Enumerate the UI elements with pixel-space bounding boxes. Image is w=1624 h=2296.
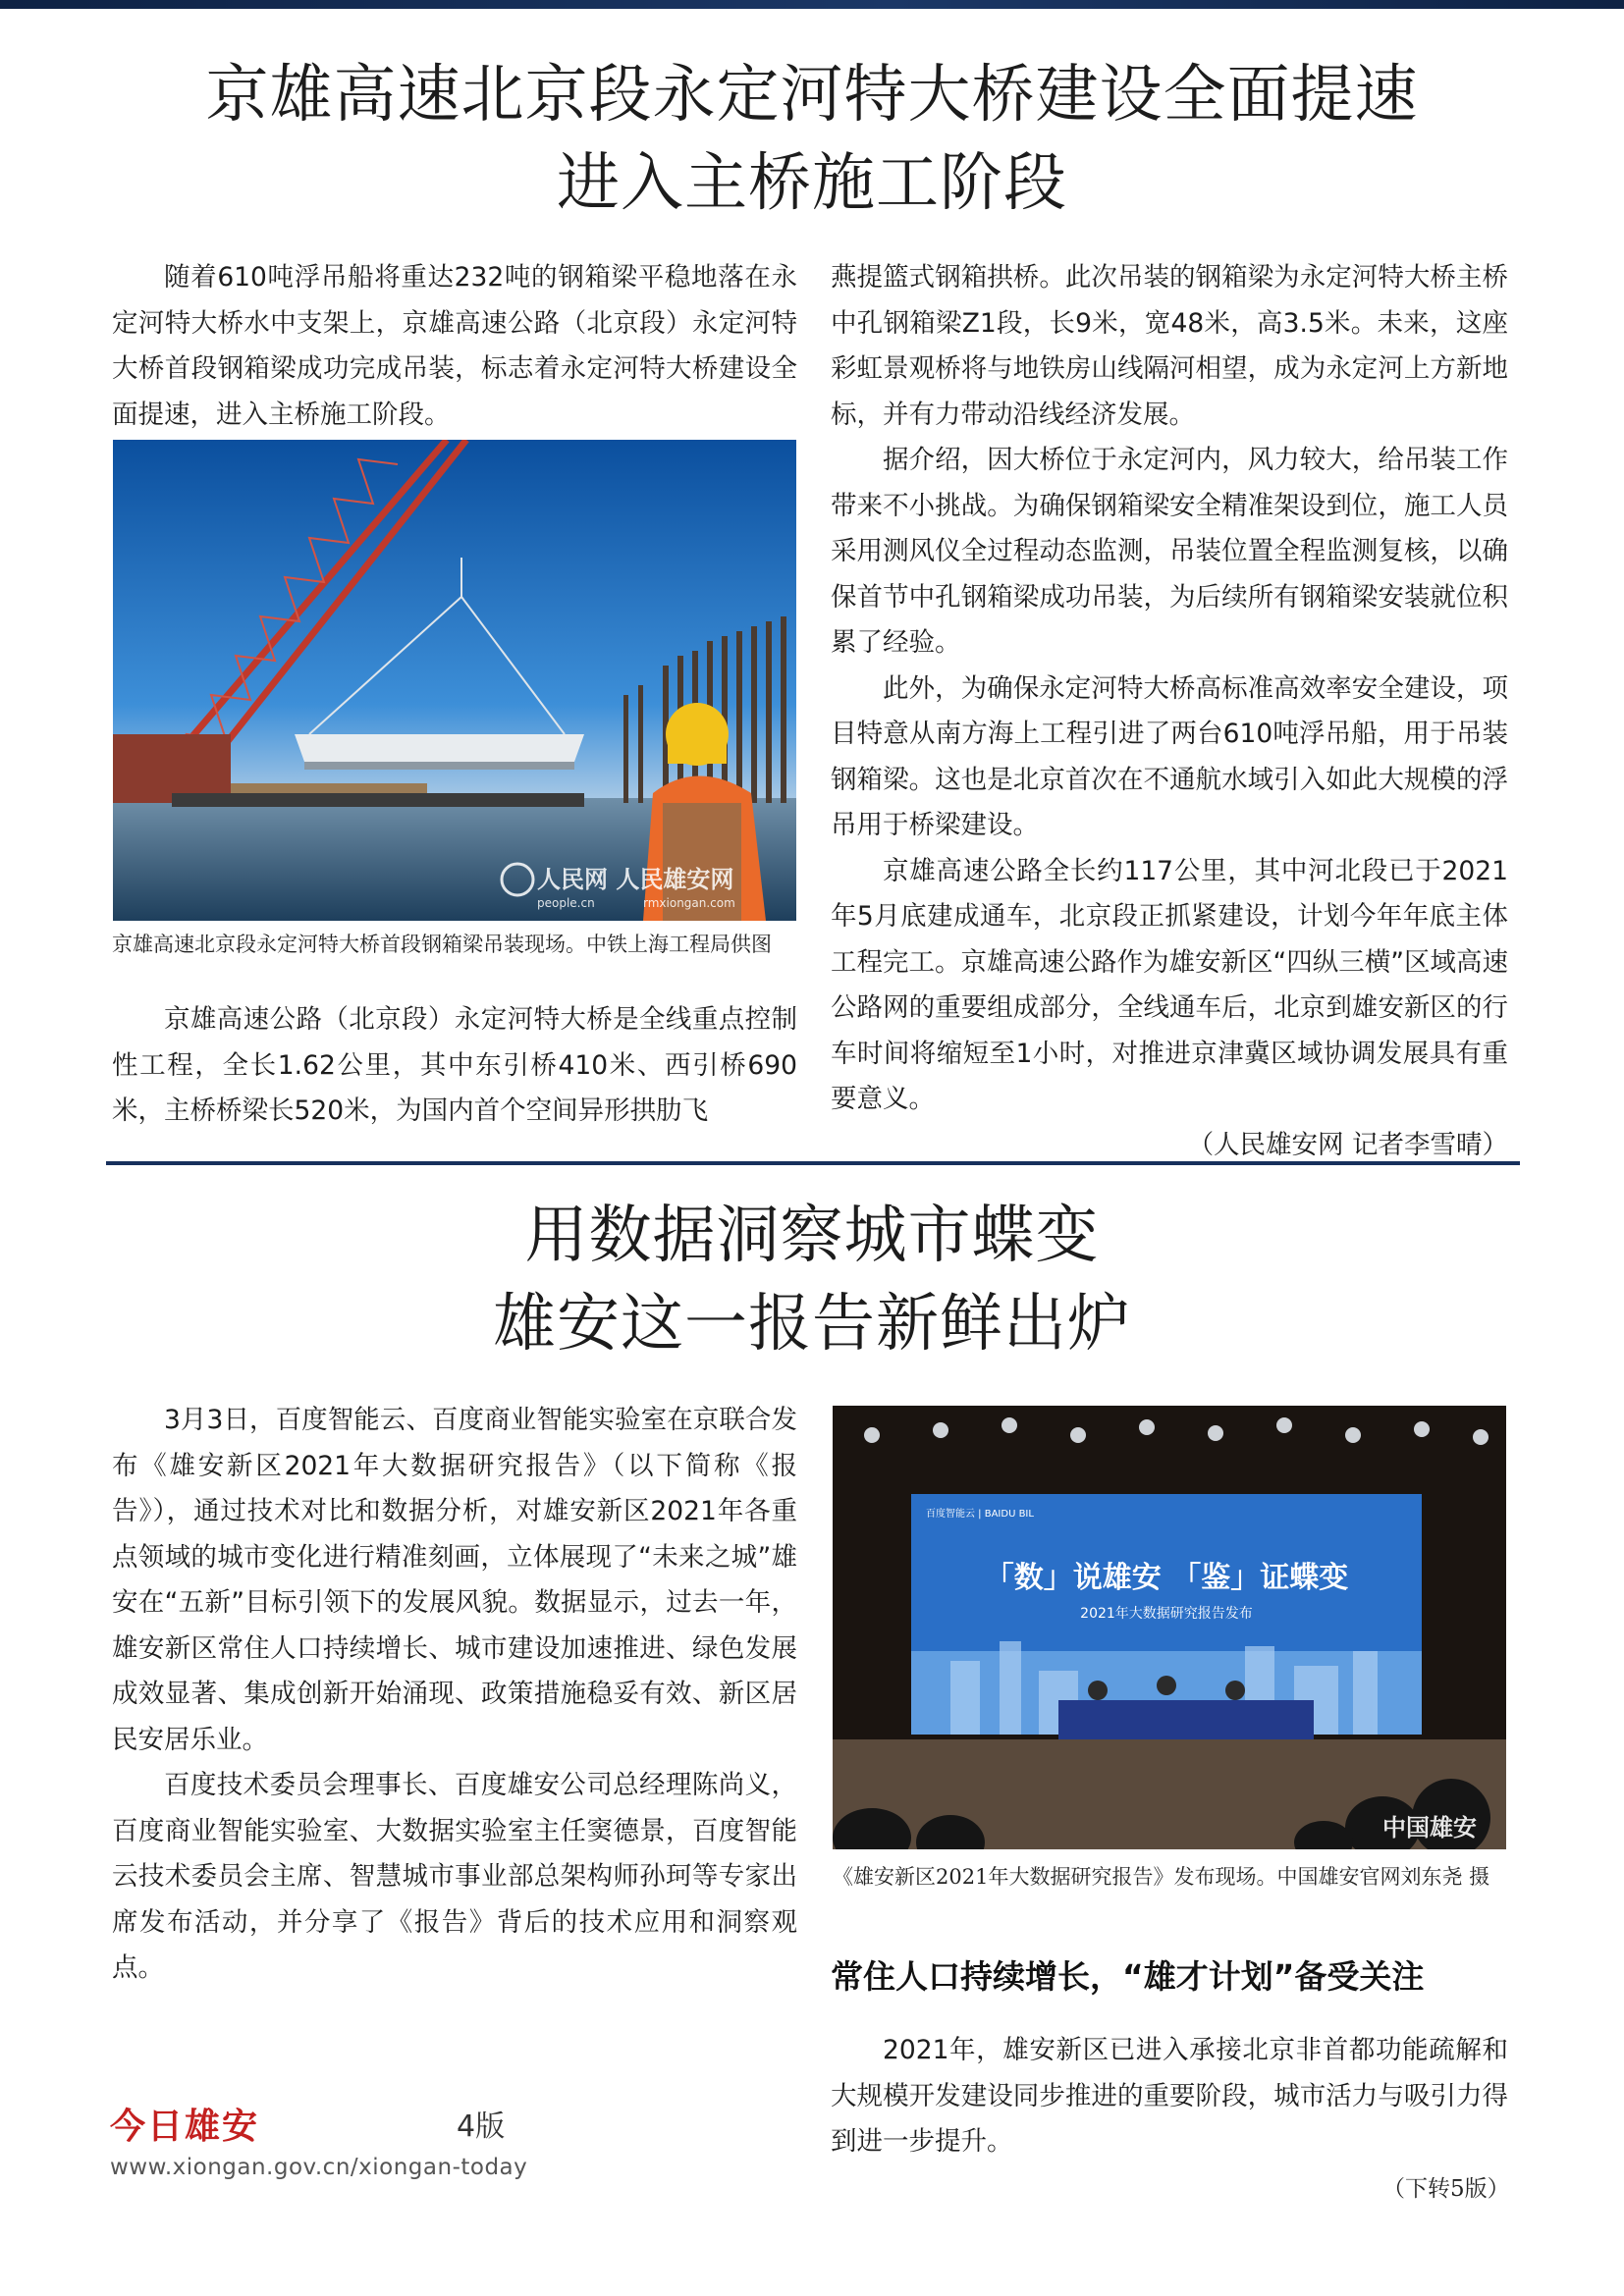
article2-paragraph: 2021年，雄安新区已进入承接北京非首都功能疏解和大规模开发建设同步推进的重要阶段，城市活力与吸引力得到进一步提升。 [831,2035,1508,2157]
article1-paragraph: 燕提篮式钢箱拱桥。此次吊装的钢箱梁为永定河特大桥主桥中孔钢箱梁Z1段，长9米，宽48米，高3.5米。未来，这座彩虹景观桥将与地铁房山线隔河相望，成为永定河上方新地标，并有力带动沿线经济发展。 [831,262,1508,430]
article2-right-column [831,2028,1508,2165]
article2-screen-logos: 百度智能云 | BAIDU BIL [926,1509,1034,1520]
article1-photo-watermark: 人民网 人民雄安网 [537,865,734,893]
article2-screen-subtitle: 2021年大数据研究报告发布 [1080,1606,1253,1622]
footer-page-number: 4版 [457,2109,506,2144]
footer-logo: 今日雄安 [110,2106,260,2147]
top-banner-bar [0,0,1624,9]
continued-notice: （下转5版） [1382,2176,1510,2202]
article2-paragraph: 百度技术委员会理事长、百度雄安公司总经理陈尚义，百度商业智能实验室、大数据实验室主任窦德景，百度智能云技术委员会主席、智慧城市事业部总架构师孙珂等专家出席发布活动，并分享了《报告》背后的技术应用和洞察观点。 [112,1770,797,1983]
article2-photo-caption: 《雄安新区2021年大数据研究报告》发布现场。中国雄安官网刘东尧 摄 [833,1865,1490,1889]
article2-left-column [112,1398,797,1992]
article1-paragraph: 京雄高速公路全长约117公里，其中河北段已于2021年5月底建成通车，北京段正抓紧建设，计划今年年底主体工程完工。京雄高速公路作为雄安新区“四纵三横”区域高速公路网的重要组成部分，全线通车后，北京到雄安新区的行车时间将缩短至1小时，对推进京津冀区域协调发展具有重要意义。 [831,855,1508,1114]
article1-right-column [831,255,1508,1168]
article1-paragraph: 京雄高速公路（北京段）永定河特大桥是全线重点控制性工程，全长1.62公里，其中东引桥410米、西引桥690米，主桥桥梁长520米，为国内首个空间异形拱肋飞 [112,1004,797,1126]
article2-paragraph: 3月3日，百度智能云、百度商业智能实验室在京联合发布《雄安新区2021年大数据研究报告》（以下简称《报告》），通过技术对比和数据分析，对雄安新区2021年各重点领域的城市变化进行精准刻画，立体展现了“未来之城”雄安在“五新”目标引领下的发展风貌。数据显示，过去一年，雄安新区常住人口持续增长、城市建设加速推进、绿色发展成效显著、集成创新开始涌现、政策措施稳妥有效、新区居民安居乐业。 [112,1405,797,1755]
section-divider [106,1161,1520,1165]
article1-left-intro [112,255,797,438]
article2-photo [833,1406,1506,1849]
article1-paragraph: 随着610吨浮吊船将重达232吨的钢箱梁平稳地落在永定河特大桥水中支架上，京雄高速公路（北京段）永定河特大桥首段钢箱梁成功完成吊装，标志着永定河特大桥建设全面提速，进入主桥施工阶段。 [112,262,797,430]
article2-photo-watermark: 中国雄安 [1382,1813,1477,1842]
article1-byline: （人民雄安网 记者李雪晴） [1187,1129,1508,1160]
article2-title-line1: 用数据洞察城市蝶变 [524,1200,1100,1272]
article1-photo-caption: 京雄高速北京段永定河特大桥首段钢箱梁吊装现场。中铁上海工程局供图 [112,933,772,956]
article1-paragraph: 此外，为确保永定河特大桥高标准高效率安全建设，项目特意从南方海上工程引进了两台610吨浮吊船，用于吊装钢箱梁。这也是北京首次在不通航水域引入如此大规模的浮吊用于桥梁建设。 [831,672,1508,840]
article2-screen-title: 「数」说雄安 「鉴」证蝶变 [984,1561,1349,1595]
article1-photo-watermark-small2: rmxiongan.com [643,896,735,910]
article2-title-line2: 雄安这一报告新鲜出炉 [493,1288,1131,1361]
article1-title-line2: 进入主桥施工阶段 [557,147,1067,220]
article1-headline [0,51,1624,228]
article2-subhead: 常住人口持续增长，“雄才计划”备受关注 [831,1957,1425,1996]
article1-photo-watermark-small1: people.cn [537,896,595,910]
article2-headline [0,1192,1624,1368]
article1-paragraph: 据介绍，因大桥位于永定河内，风力较大，给吊装工作带来不小挑战。为确保钢箱梁安全精准架设到位，施工人员采用测风仪全过程动态监测，吊装位置全程监测复核，以确保首节中孔钢箱梁成功吊装，为后续所有钢箱梁安装就位积累了经验。 [831,445,1508,658]
article1-left-continued [112,997,797,1135]
article1-title-line1: 京雄高速北京段永定河特大桥建设全面提速 [205,59,1419,132]
article1-photo [113,440,796,921]
footer-url[interactable]: www.xiongan.gov.cn/xiongan-today [110,2155,528,2180]
